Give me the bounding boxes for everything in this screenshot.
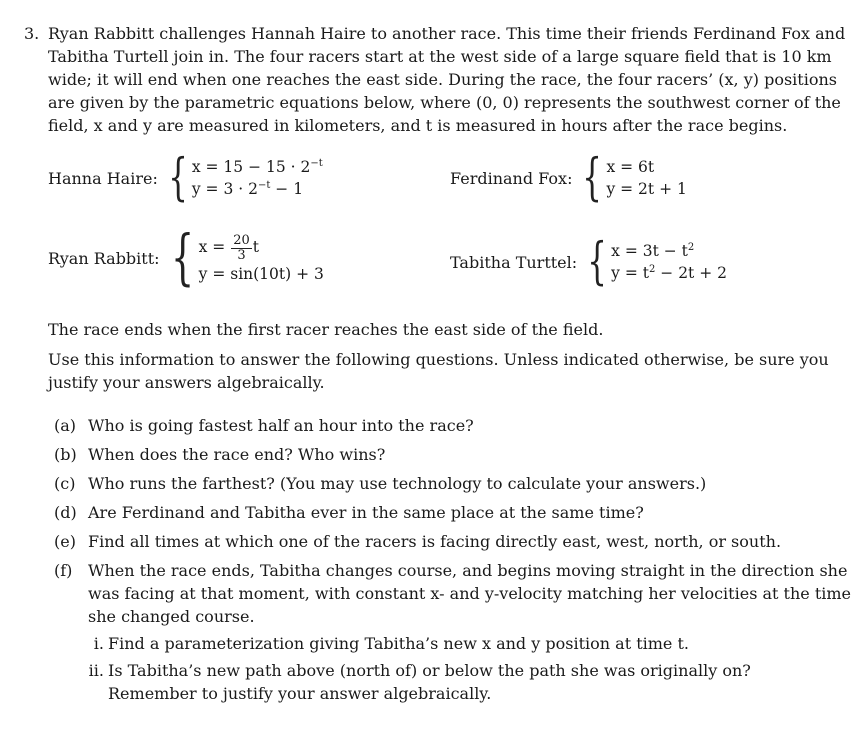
- intro-line: field, x and y are measured in kilometers, and t is measured in hours after the race begins.: [48, 116, 788, 135]
- question-line: Find all times at which one of the racers is facing directly east, west, north, or south.: [88, 532, 782, 551]
- hanna-x-exponent: −t: [310, 157, 323, 169]
- tabitha-y-exponent: 2: [648, 263, 656, 275]
- question-item: [54, 501, 844, 524]
- subquestion-line: Is Tabitha’s new path above (north of) or below the path she was originally on?: [108, 661, 751, 680]
- ferdinand-eq-lines: [606, 156, 686, 200]
- intro-line: are given by the parametric equations below, where (0, 0) represents the southwest corner of the: [48, 93, 841, 112]
- tabitha-y-text: y = t: [611, 264, 649, 282]
- question-label: (b): [54, 445, 77, 464]
- hanna-eq-lines: [192, 156, 323, 200]
- hanna-equations: [48, 148, 323, 207]
- question-item: [54, 559, 852, 705]
- tabitha-x-exponent: 2: [687, 241, 695, 253]
- subquestion-label: ii.: [88, 661, 104, 680]
- question-text: [88, 530, 844, 553]
- tabitha-x-equation: [611, 240, 727, 262]
- question-label: (c): [54, 474, 76, 493]
- ryan-x-lhs: x =: [198, 238, 226, 256]
- tabitha-y-equation: [611, 262, 727, 284]
- hanna-x-equation: [192, 156, 323, 178]
- question-item: [54, 414, 844, 437]
- race-end-paragraph: [48, 318, 838, 341]
- question-line: was facing at that moment, with constant x- and y-velocity matching her velocities at the time: [88, 584, 852, 603]
- brace-glyph: {: [170, 223, 194, 293]
- question-label: (f): [54, 561, 73, 580]
- hanna-y-equation: [192, 178, 323, 200]
- tabitha-y-tail: − 2t + 2: [655, 264, 727, 282]
- intro-line: wide; it will end when one reaches the east side. During the race, the four racers’ (x, y) positions: [48, 70, 837, 89]
- ferdinand-x-equation: x = 6t: [606, 158, 655, 176]
- question-line: she changed course.: [88, 607, 255, 626]
- intro-line: Ryan Rabbitt challenges Hannah Haire to another race. This time their friends Ferdinand Fox and: [48, 24, 846, 43]
- tabitha-eq-lines: [611, 240, 727, 284]
- question-label: (a): [54, 416, 77, 435]
- ryan-label: Ryan Rabbitt:: [48, 248, 160, 268]
- hanna-label: Hanna Haire:: [48, 168, 158, 188]
- subquestion-item: [88, 659, 844, 705]
- subquestion-text: [108, 632, 844, 655]
- subquestion-line: Find a parameterization giving Tabitha’s new x and y position at time t.: [108, 634, 689, 653]
- instructions-line: Use this information to answer the following questions. Unless indicated otherwise, be sure you: [48, 350, 829, 369]
- hanna-x-text: x = 15 − 15 · 2: [191, 158, 311, 176]
- question-text: [88, 472, 844, 495]
- question-text: [88, 414, 844, 437]
- instructions-paragraph: [48, 348, 838, 394]
- question-line: Who is going fastest half an hour into the race?: [88, 416, 474, 435]
- problem-number: 3.: [24, 24, 40, 43]
- ferdinand-equations: [450, 148, 687, 207]
- instructions-line: justify your answers algebraically.: [48, 373, 325, 392]
- question-line: When does the race end? Who wins?: [88, 445, 386, 464]
- brace-glyph: {: [582, 148, 603, 207]
- hanna-y-tail: − 1: [270, 180, 304, 198]
- question-text: [88, 501, 844, 524]
- ryan-equations: [48, 223, 324, 293]
- ryan-x-equation: [199, 232, 324, 263]
- question-line: Are Ferdinand and Tabitha ever in the same place at the same time?: [88, 503, 644, 522]
- question-text: [88, 443, 844, 466]
- ferdinand-label: Ferdinand Fox:: [450, 168, 573, 188]
- question-item: [54, 472, 844, 495]
- intro-paragraph: [48, 22, 846, 137]
- question-item: [54, 443, 844, 466]
- fraction-numerator: 20: [233, 232, 250, 248]
- subquestion-item: [93, 632, 844, 655]
- question-item: [54, 530, 844, 553]
- tabitha-equations: [450, 232, 727, 291]
- ryan-y-equation: y = sin(10t) + 3: [198, 264, 324, 283]
- subquestion-label: i.: [93, 634, 104, 653]
- ryan-fraction: [231, 234, 252, 263]
- ryan-x-tail: t: [252, 238, 260, 256]
- ryan-eq-lines: [199, 232, 324, 285]
- question-line: When the race ends, Tabitha changes course, and begins moving straight in the direction she: [88, 561, 848, 580]
- brace-glyph: {: [168, 148, 188, 207]
- tabitha-x-text: x = 3t − t: [611, 242, 688, 260]
- ferdinand-y-equation: y = 2t + 1: [606, 180, 687, 198]
- question-list: [54, 414, 852, 711]
- subquestion-line: Remember to justify your answer algebraically.: [108, 684, 492, 703]
- hanna-y-text: y = 3 · 2: [191, 180, 258, 198]
- question-text: [88, 559, 852, 628]
- brace-glyph: {: [587, 232, 607, 291]
- hanna-y-exponent: −t: [257, 179, 271, 191]
- race-end-text: The race ends when the first racer reaches the east side of the field.: [48, 320, 604, 339]
- intro-line: Tabitha Turtell join in. The four racers start at the west side of a large square field that is 10 km: [48, 47, 832, 66]
- subquestion-text: [108, 659, 844, 705]
- question-label: (e): [54, 532, 76, 551]
- question-label: (d): [54, 503, 77, 522]
- fraction-denominator: 3: [237, 247, 246, 263]
- question-line: Who runs the farthest? (You may use technology to calculate your answers.): [88, 474, 707, 493]
- tabitha-label: Tabitha Turttel:: [450, 252, 578, 272]
